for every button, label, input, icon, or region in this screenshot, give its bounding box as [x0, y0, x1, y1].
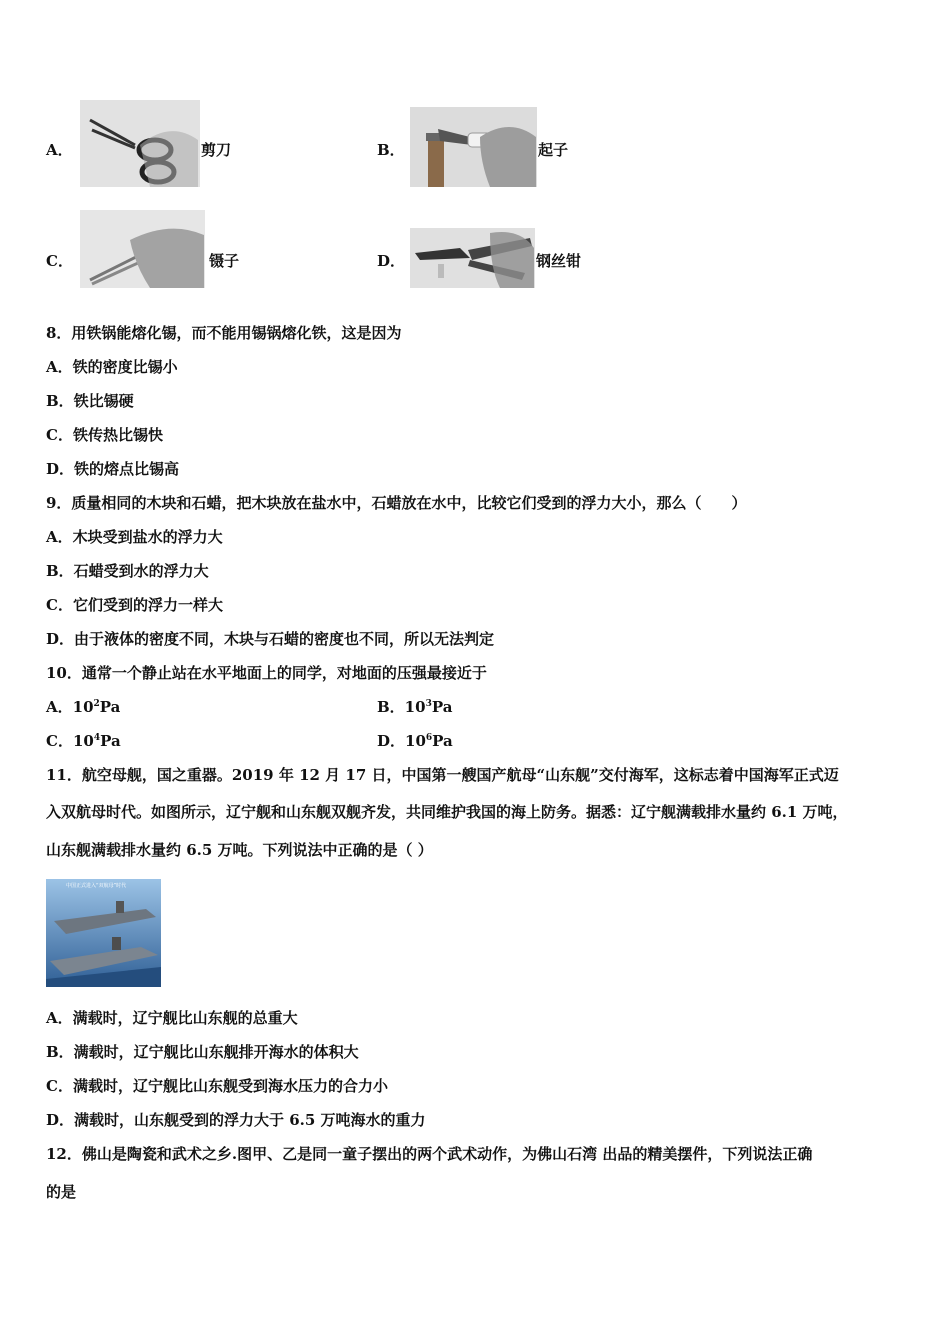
q11-option-c: C．满载时，辽宁舰比山东舰受到海水压力的合力小 [46, 1077, 388, 1095]
q9-option-d: D．由于液体的密度不同，木块与石蜡的密度也不同，所以无法判定 [46, 630, 495, 648]
q11-option-d: D．满载时，山东舰受到的浮力大于 6.5 万吨海水的重力 [46, 1111, 426, 1129]
pliers-photo [410, 228, 535, 288]
q9-option-b: B．石蜡受到水的浮力大 [46, 562, 209, 580]
q11-stem-line-2: 入双航母时代。如图所示，辽宁舰和山东舰双舰齐发，共同维护我国的海上防务。据悉：辽宁舰满载排水量约 6.1 万吨， [46, 803, 848, 821]
q9-stem: 9．质量相同的木块和石蜡，把木块放在盐水中，石蜡放在水中，比较它们受到的浮力大小，那么（ ） [46, 494, 747, 512]
q8-option-a: A．铁的密度比锡小 [46, 358, 178, 376]
option-caption: 剪刀 [201, 141, 232, 159]
option-letter: C． [46, 252, 73, 270]
option-caption: 钢丝钳 [536, 252, 582, 270]
q10-option-a: A．$10^2Pa$ [46, 698, 121, 716]
q11-option-a: A．满载时，辽宁舰比山东舰的总重大 [46, 1009, 298, 1027]
q11-stem-line-1: 11．航空母舰，国之重器。2019 年 12 月 17 日，中国第一艘国产航母“山东舰”交付海军，这标志着中国海军正式迈 [46, 766, 839, 784]
bottle-opener-photo [410, 107, 537, 187]
aircraft-carriers-photo [46, 879, 161, 987]
q11-stem-line-3: 山东舰满载排水量约 6.5 万吨。下列说法中正确的是（ ） [46, 841, 433, 859]
q8-option-d: D．铁的熔点比锡高 [46, 460, 180, 478]
scissors-photo [80, 100, 200, 187]
q11-option-b: B．满载时，辽宁舰比山东舰排开海水的体积大 [46, 1043, 359, 1061]
q8-option-c: C．铁传热比锡快 [46, 426, 163, 444]
q8-stem: 8．用铁锅能熔化锡，而不能用锡锅熔化铁，这是因为 [46, 324, 402, 342]
q9-option-a: A．木块受到盐水的浮力大 [46, 528, 223, 546]
option-letter: A． [46, 141, 73, 159]
q8-option-b: B．铁比锡硬 [46, 392, 134, 410]
option-letter: D． [377, 252, 406, 270]
option-caption: 镊子 [209, 252, 240, 270]
q10-option-b: B．$10^3Pa$ [377, 698, 453, 716]
q10-option-d: D．$10^6Pa$ [377, 732, 453, 750]
image-caption: 中国正式进入“双航母”时代 [66, 883, 127, 889]
option-caption: 起子 [538, 141, 569, 159]
q12-stem-line-2: 的是 [46, 1183, 77, 1201]
option-letter: B． [377, 141, 405, 159]
q10-option-c: C．$10^4Pa$ [46, 732, 121, 750]
q9-option-c: C．它们受到的浮力一样大 [46, 596, 223, 614]
q12-stem-line-1: 12．佛山是陶瓷和武术之乡.图甲、乙是同一童子摆出的两个武术动作，为佛山石湾 出品的精美摆件，下列说法正确 [46, 1145, 813, 1163]
q10-stem: 10．通常一个静止站在水平地面上的同学，对地面的压强最接近于 [46, 664, 487, 682]
tweezers-photo [80, 210, 205, 288]
